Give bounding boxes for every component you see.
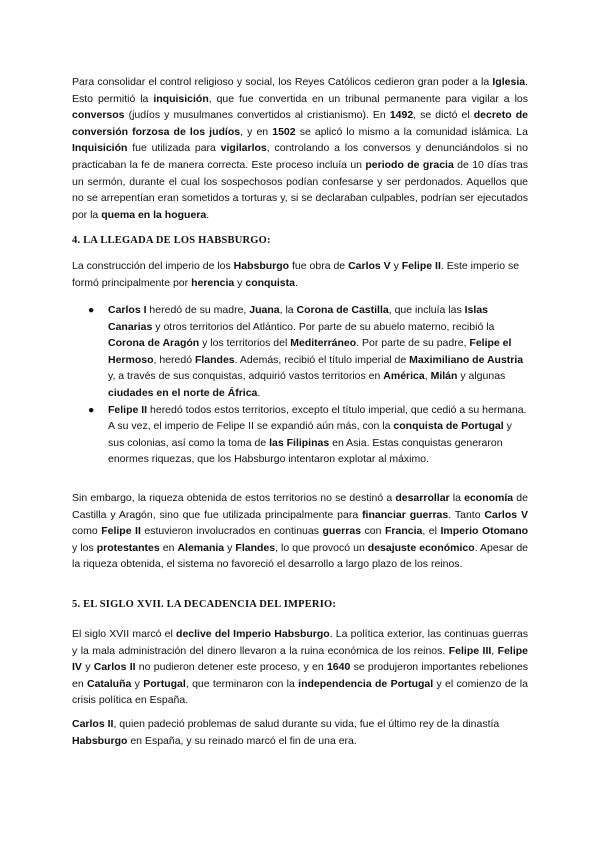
paragraph-inquisition: Para consolidar el control religioso y social, los Reyes Católicos cedieron gran poder a la Iglesia. Esto permitió la inquisición, que fue convertida en un tribunal permanente para vigilar a los conversos (judíos y musulmanes convertidos al cristianismo). En 1492, se dictó el decreto de conversión forzosa de los judíos, y en 1502 se aplicó lo mismo a la comunidad islámica. La Inquisición fue utilizada para vigilarlos, controlando a los conversos y denunciándolos si no practicaban la fe de manera correcta. Este proceso incluía un periodo de gracia de 10 días tras un sermón, durante el cual los sospechosos podían confesarse y ser perdonados. Aquellos que no se arrepentían eran sometidos a torturas y, si se declaraban culpables, podrían ser ejecutados por la quema en la hoguera. [72,76,528,221]
paragraph-habsburg-empire: La construcción del imperio de los Habsburgo fue obra de Carlos V y Felipe II. Este imperio se formó principalmente por herencia y conquista. [72,260,520,289]
section-heading-4: 4. LA LLEGADA DE LOS HABSBURGO: [72,235,271,246]
paragraph-carlos-ii: Carlos II, quien padeció problemas de salud durante su vida, fue el último rey de la dinastía Habsburgo en España, y su reinado marcó el fin de una era. [72,718,500,747]
list-item-felipe-ii [72,402,528,468]
list-item-text: Carlos I heredó de su madre, Juana, la Corona de Castilla, que incluía las Islas Canarias y otros territorios del Atlántico. Por parte de su abuelo materno, recibió la Corona de Aragón y los territorios del Mediterráneo. Por parte de su padre, Felipe el Hermoso, heredó Flandes. Además, recibió el título imperial de Maximiliano de Austria y, a través de sus conquistas, adquirió vastos territorios en América, Milán y algunas ciudades en el norte de África. [108,304,524,399]
section-heading-5: 5. EL SIGLO XVII. LA DECADENCIA DEL IMPERIO: [72,599,337,610]
paragraph-economy-wars: Sin embargo, la riqueza obtenida de estos territorios no se destinó a desarrollar la economía de Castilla y Aragón, sino que fue utilizada principalmente para financiar guerras. Tanto Carlos V como Felipe II estuvieron involucrados en continuas guerras con Francia, el Imperio Otomano y los protestantes en Alemania y Flandes, lo que provocó un desajuste económico. Apesar de la riqueza obtenida, el sistema no favoreció el desarrollo a largo plazo de los reinos. [72,492,529,571]
paragraph-decline: El siglo XVII marcó el declive del Imperio Habsburgo. La política exterior, las continuas guerras y la mala administración del dinero llevaron a la ruina económica de los reinos. Felipe III, Felipe IV y Carlos II no pudieron detener este proceso, y en 1640 se produjeron importantes rebeliones en Cataluña y Portugal, que terminaron con la independencia de Portugal y el comienzo de la crisis política en España. [72,628,528,707]
bullet-icon: ● [88,403,95,416]
list-item-carlos-i [72,302,528,402]
bullet-list-territories [72,302,528,468]
bullet-icon: ● [88,304,95,316]
list-item-text: Felipe II heredó todos estos territorios, excepto el título imperial, que cedió a su hermana. A su vez, el imperio de Felipe II se expandió aún más, con la conquista de Portugal y sus colonias, así como la toma de las Filipinas en Asia. Estas conquistas generaron enormes riquezas, que los Habsburgo intentaron explotar al máximo. [108,403,527,466]
